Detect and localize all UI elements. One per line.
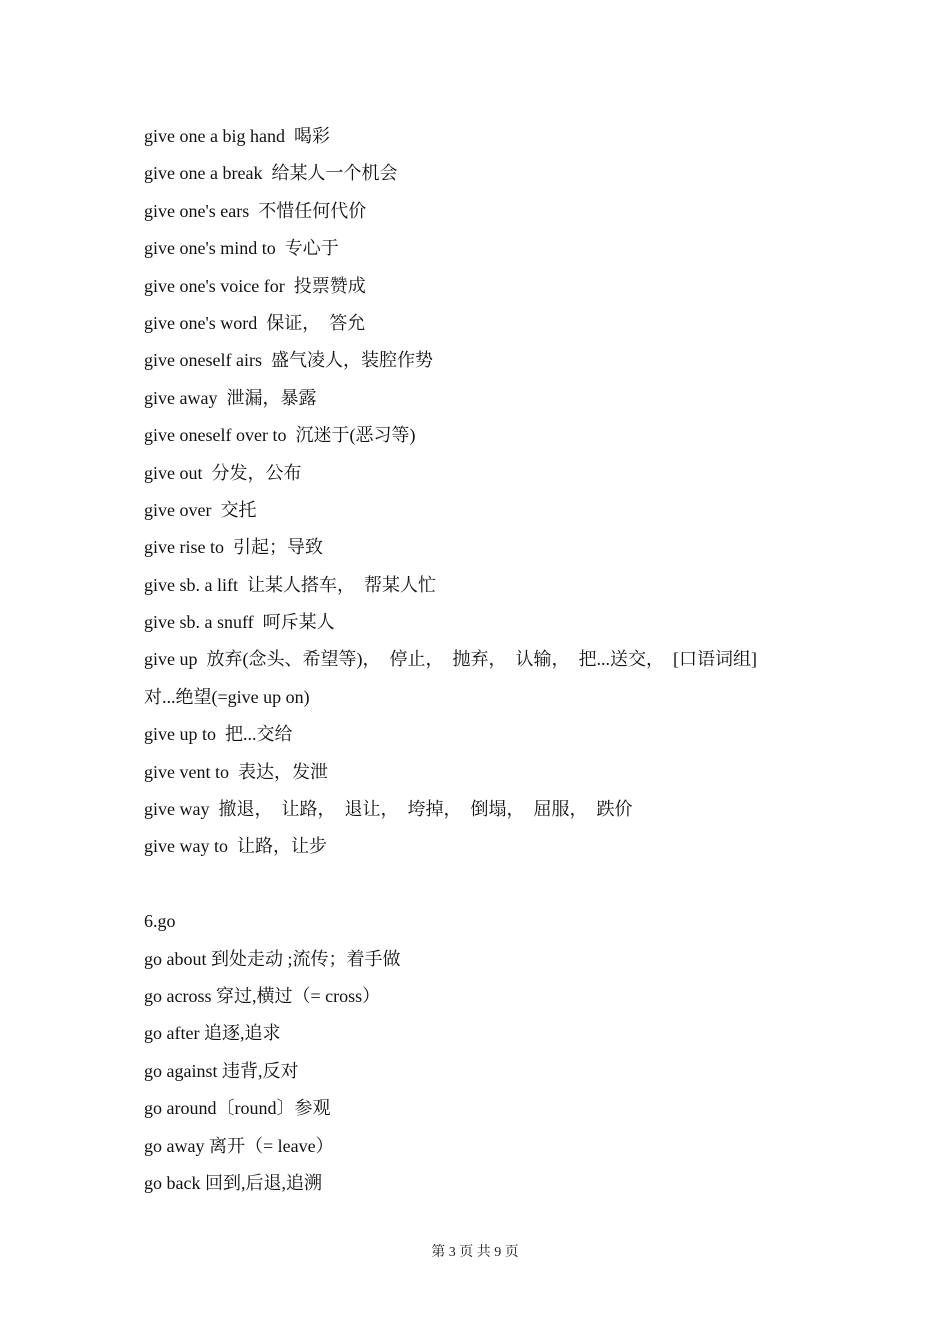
page-content [144,118,824,1202]
text-line: give out 分发，公布 [144,462,302,483]
text-line: go back 回到,后退,追溯 [144,1172,322,1193]
text-line: go after 追逐,追求 [144,1023,281,1044]
text-line: go against 违背,反对 [144,1060,299,1081]
text-line: give one a big hand 喝彩 [144,126,330,146]
text-line: give sb. a snuff 呵斥某人 [144,612,335,633]
blank-line [144,866,824,903]
text-line: go around〔round〕参观 [144,1098,331,1119]
text-line: give one's word 保证， 答允 [144,312,366,333]
text-line: 对...绝望(=give up on) [144,686,310,707]
text-line: give oneself over to 沉迷于(恶习等) [144,425,416,446]
text-line: give one's voice for 投票赞成 [144,275,366,296]
text-line: give one's ears 不惜任何代价 [144,200,367,221]
text-line: give up to 把...交给 [144,724,293,745]
text-line: give one's mind to 专心于 [144,238,339,259]
text-line: go about 到处走动 ;流传；着手做 [144,948,401,969]
text-line: give rise to 引起；导致 [144,537,323,558]
text-line: go away 离开（= leave） [144,1135,334,1156]
text-line: give up 放弃(念头、希望等)， 停止， 抛弃， 认输， 把...送交， [口语词组] [144,649,757,670]
text-line: give oneself airs 盛气凌人，装腔作势 [144,350,433,371]
section-heading: 6.go [144,911,176,932]
text-line: give away 泄漏，暴露 [144,387,317,408]
text-line: give way to 让路，让步 [144,836,327,857]
text-line: give sb. a lift 让某人搭车， 帮某人忙 [144,574,436,595]
text-line: give over 交托 [144,499,257,520]
text-line: give way 撤退， 让路， 退让， 垮掉， 倒塌， 屈服， 跌价 [144,799,633,820]
page-number-footer: 第 3 页 共 9 页 [431,1245,519,1260]
text-line: give one a break 给某人一个机会 [144,163,398,184]
text-line: go across 穿过,横过（= cross） [144,985,381,1006]
text-line: give vent to 表达，发泄 [144,761,328,782]
